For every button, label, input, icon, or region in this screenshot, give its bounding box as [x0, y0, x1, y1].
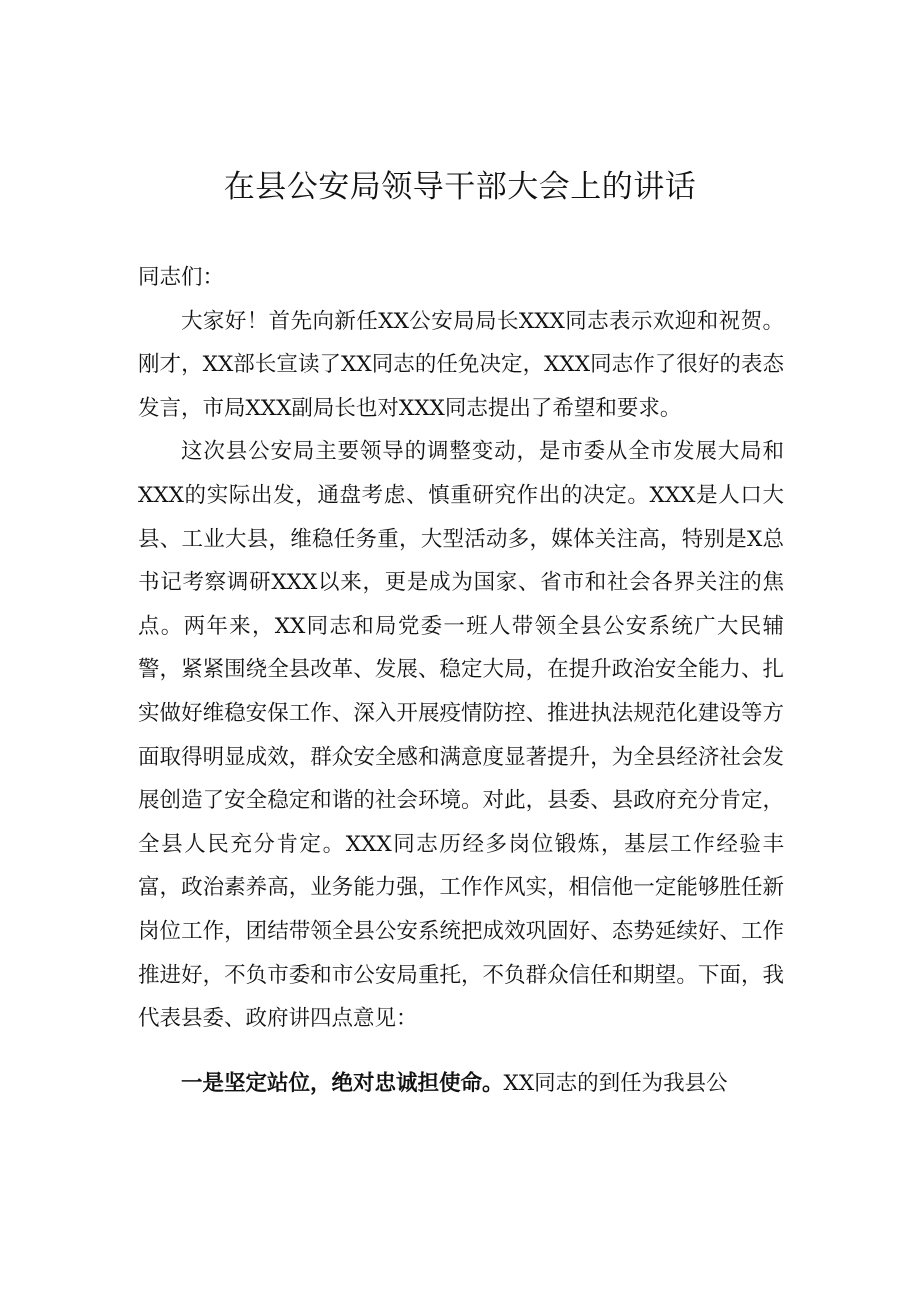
- document-body: [138, 256, 784, 1105]
- point-one-text: XX同志的到任为我县公: [503, 1070, 728, 1096]
- paragraph-background: 这次县公安局主要领导的调整变动，是市委从全市发展大局和XXX的实际出发，通盘考虑、慎重研究作出的决定。XXX是人口大县、工业大县，维稳任务重，大型活动多，媒体关注高，特别是X总书记考察调研XXX以来，更是成为国家、省市和社会各界关注的焦点。两年来，XX同志和局党委一班人带领全县公安系统广大民辅警，紧紧围绕全县改革、发展、稳定大局，在提升政治安全能力、扎实做好维稳安保工作、深入开展疫情防控、推进执法规范化建设等方面取得明显成效，群众安全感和满意度显著提升，为全县经济社会发展创造了安全稳定和谐的社会环境。对此，县委、县政府充分肯定，全县人民充分肯定。XXX同志历经多岗位锻炼，基层工作经验丰富，政治素养高，业务能力强，工作作风实，相信他一定能够胜任新岗位工作，团结带领全县公安系统把成效巩固好、态势延续好、工作推进好，不负市委和市公安局重托，不负群众信任和期望。下面，我代表县委、政府讲四点意见：: [138, 439, 784, 1032]
- point-one-heading: 一是坚定站位，绝对忠诚担使命。: [181, 1070, 504, 1096]
- salutation: 同志们：: [138, 265, 225, 290]
- paragraph-point-one: [138, 1062, 784, 1106]
- document-title: 在县公安局领导干部大会上的讲话: [223, 169, 697, 205]
- paragraph-greeting: 大家好！首先向新任XX公安局局长XXX同志表示欢迎和祝贺。刚才，XX部长宣读了XX同志的任免决定，XXX同志作了很好的表态发言，市局XXX副局长也对XXX同志提出了希望和要求。: [138, 308, 784, 421]
